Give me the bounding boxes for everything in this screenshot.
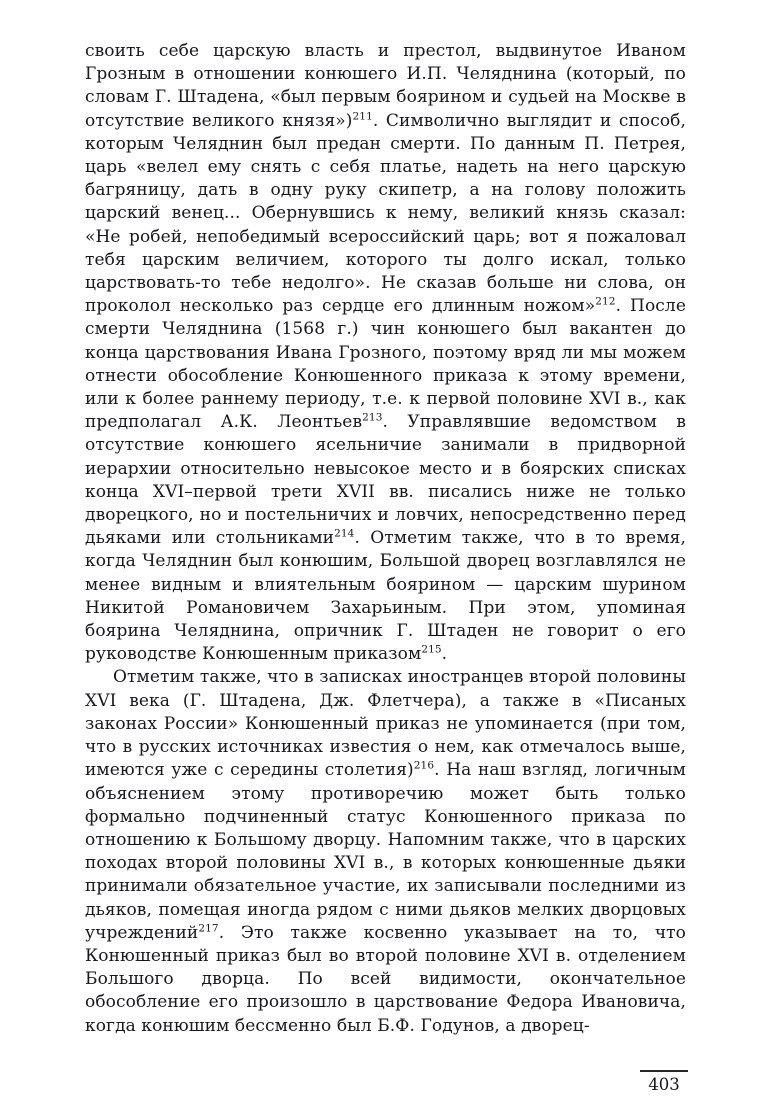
text-run: . Отметим также, что в то время, когда Челяднин был конюшим, Большой дворец возглавлялся не менее видным и влиятельным боярином — царским шурином Никитой Романовичем Захарьиным. При этом, упоминая боярина Челяднина, опричник Г. Штаден не говорит о его руководстве Конюшенным приказом bbox=[85, 528, 686, 665]
text-run: . Управлявшие ведомством в отсутствие конюшего ясельничие занимали в придворной иерархии относительно невысокое место и в боярских списках конца XVI–первой трети XVII вв. писались ниже не только дворецкого, но и постельничих и ловчих, непосредственно перед дьяками или стольниками bbox=[85, 412, 686, 549]
text-run: . bbox=[441, 644, 448, 665]
footnote-reference: 216 bbox=[413, 759, 435, 772]
footnote-reference: 211 bbox=[352, 109, 373, 122]
text-run: . На наш взгляд, логичным объяснением этому противоречию может быть только формально подчиненный статус Конюшенного приказа по отношению к Большому дворцу. Напомним также, что в царских походах второй половины XVI в., в которых конюшенные дьяки принимали обязательное участие, их записывали последними из дьяков, помещая иногда рядом с ними дьяков мелких дворцовых учреждений bbox=[85, 760, 686, 943]
page-number: 403 bbox=[648, 1075, 680, 1094]
footnote-reference: 212 bbox=[595, 295, 616, 308]
footnote-reference: 215 bbox=[421, 643, 442, 656]
footnote-reference: 217 bbox=[198, 922, 219, 935]
text-run: . Символично выглядит и способ, которым Челяднин был предан смерти. По данным П. Петрея, царь «велел ему снять с себя платье, надеть на него царскую багряницу, дать в одну руку скипетр, а на голову положить царский венец... Обернувшись к нему, великий князь сказал: «Не робей, непобедимый всероссийский царь; вот я пожаловал тебя царским величием, которого ты долго искал, только царствовать-то тебе недолго». Не сказав больше ни слова, он проколол несколько раз сердце его длинным ножом» bbox=[85, 110, 687, 317]
page-footer bbox=[640, 1070, 688, 1095]
text-run: . Это также косвенно указывает на то, что Конюшенный приказ был во второй половине XVI в. отделением Большого дворца. По всей видимости, окончательное обособление его произошло в царствование Федора Ивановича, когда конюшим бессменно был Б.Ф. Годунов, а дворец- bbox=[85, 922, 686, 1036]
text-block bbox=[85, 40, 686, 1038]
footnote-reference: 214 bbox=[334, 527, 355, 540]
footer-rule bbox=[640, 1070, 688, 1072]
paragraph bbox=[85, 40, 686, 666]
text-run: . После смерти Челяднина (1568 г.) чин конюшего был вакантен до конца царствования Ивана Грозного, поэтому вряд ли мы можем отнести обособление Конюшенного приказа к этому времени, или к более раннему периоду, т.е. к первой половине XVI в., как предполагал А.К. Леонтьев bbox=[85, 296, 686, 433]
footnote-reference: 213 bbox=[362, 411, 383, 424]
text-run: Отметим также, что в записках иностранцев второй половины XVI века (Г. Штадена, Дж. Флетчера), а также в «Писаных законах России» Конюшенный приказ не упоминается (при том, что в русских источниках известия о нем, как отмечалось выше, имеются уже с середины столетия) bbox=[85, 667, 686, 781]
paragraph bbox=[85, 666, 686, 1037]
text-run: своить себе царскую власть и престол, выдвинутое Иваном Грозным в отношении конюшего И.П. Челяднина (который, по словам Г. Штадена, «был первым боярином и судьей на Москве в отсутствие великого князя») bbox=[85, 41, 686, 131]
